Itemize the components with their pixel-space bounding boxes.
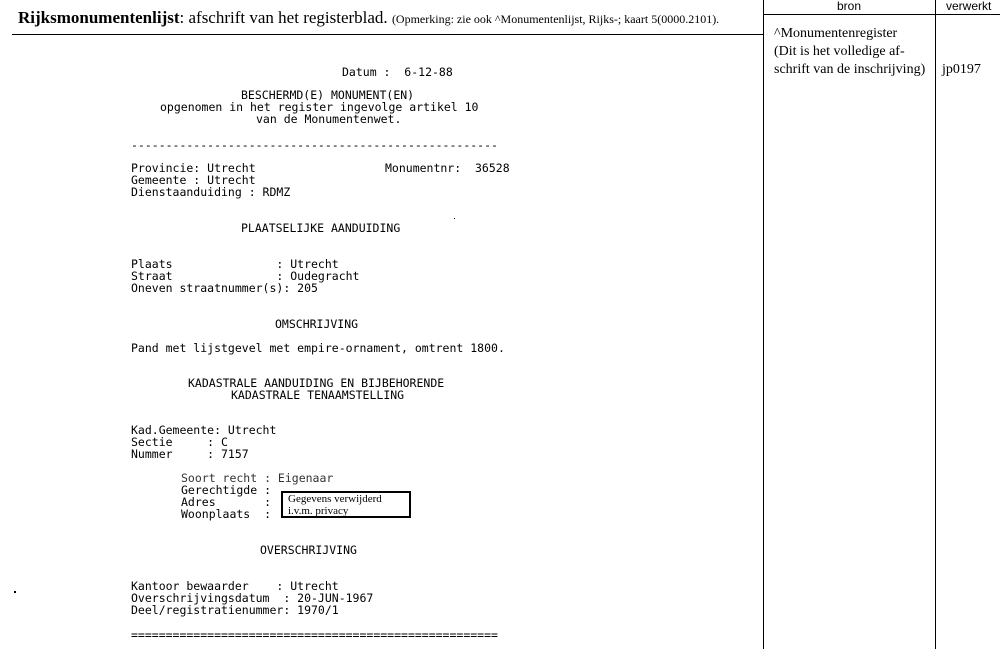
datum: Datum : 6-12-88 [342,65,453,79]
heading-line-1: BESCHERMD(E) MONUMENT(EN) [241,88,415,102]
bron-line-1: ^Monumentenregister [774,26,898,41]
nummer: Nummer : 7157 [131,447,249,461]
straat: Straat : Oudegracht [131,269,360,283]
deel-registratienummer: Deel/registratienummer: 1970/1 [131,603,339,617]
kadastrale-heading-1: KADASTRALE AANDUIDING EN BIJBEHORENDE [188,376,445,390]
provincie: Provincie: Utrecht [131,161,256,175]
plaats: Plaats : Utrecht [131,257,339,271]
column-header-rule [763,14,1000,15]
kad-gemeente: Kad.Gemeente: Utrecht [131,423,277,437]
overschrijving-heading: OVERSCHRIJVING [260,543,357,557]
gerechtigde-label: Gerechtigde : [181,483,272,497]
oneven-straatnummers: Oneven straatnummer(s): 205 [131,281,318,295]
header-underline [12,34,764,35]
kantoor-bewaarder: Kantoor bewaarder : Utrecht [131,579,339,593]
scan-speck [454,218,455,219]
dash-rule: ----------------------------------------------------- [131,138,498,152]
plaatselijke-heading: PLAATSELIJKE AANDUIDING [241,221,401,235]
verwerkt-value: jp0197 [942,62,981,77]
heading-line-3: van de Monumentenwet. [256,112,402,126]
heading-line-2: opgenomen in het register ingevolge artikel 10 [160,100,479,114]
bron-line-2: (Dit is het volledige af- [774,44,905,59]
privacy-redaction-box: Gegevens verwijderd i.v.m. privacy [281,491,411,518]
kadastrale-heading-2: KADASTRALE TENAAMSTELLING [231,388,405,402]
sectie: Sectie : C [131,435,228,449]
verwerkt-column-header: verwerkt [946,0,992,13]
title-bold: Rijksmonumentenlijst [18,8,180,27]
adres-label: Adres : [181,495,272,509]
title-rest: : afschrift van het registerblad. [179,8,388,27]
dienstaanduiding: Dienstaanduiding : RDMZ [131,185,291,199]
gemeente: Gemeente : Utrecht [131,173,256,187]
bron-line-3: schrift van de inschrijving) [774,62,926,77]
equals-rule: ===================================================== [131,628,498,642]
soort-recht: Soort recht : Eigenaar [181,471,334,485]
bron-column-header: bron [837,0,862,13]
omschrijving-heading: OMSCHRIJVING [275,317,359,331]
woonplaats-label: Woonplaats : [181,507,272,521]
scan-speck [14,591,16,593]
title-note: (Opmerking: zie ook ^Monumentenlijst, Rijks-; kaart 5(0000.2101). [391,12,720,26]
overschrijvingsdatum: Overschrijvingsdatum : 20-JUN-1967 [131,591,374,605]
bron-column-rule [763,0,764,649]
document-title [18,8,719,28]
monumentnr: Monumentnr: 36528 [385,161,510,175]
verwerkt-column-rule [935,0,936,649]
omschrijving-text: Pand met lijstgevel met empire-ornament, omtrent 1800. [131,341,505,355]
